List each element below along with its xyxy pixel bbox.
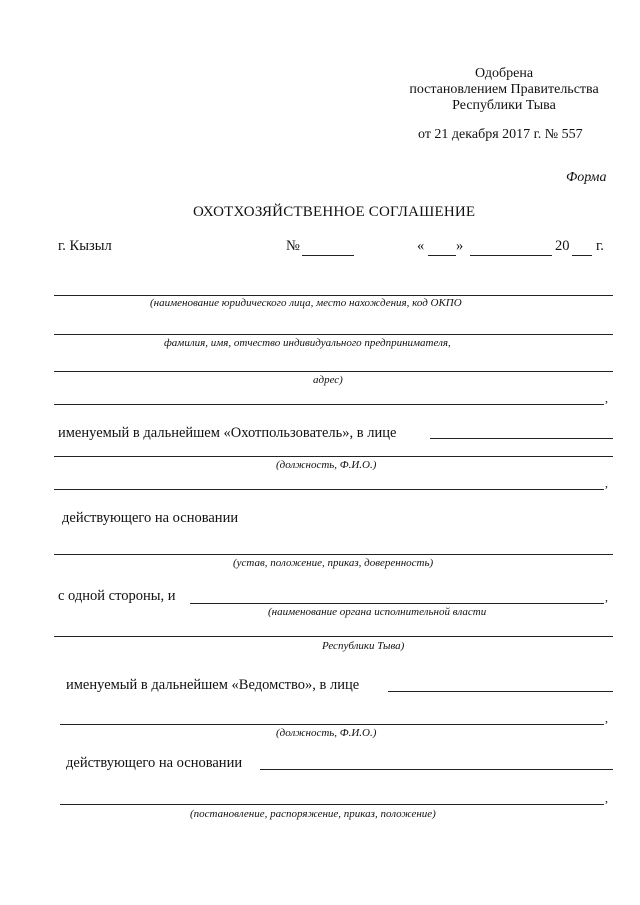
agency-basis-field[interactable] — [260, 769, 613, 770]
authority-republic-caption: Республики Тыва) — [322, 640, 405, 652]
agreement-number-field[interactable] — [302, 255, 354, 256]
entity-continuation-field[interactable] — [54, 404, 604, 405]
individual-caption: фамилия, имя, отчество индивидуального предпринимателя, — [164, 337, 451, 349]
form-label: Форма — [566, 170, 607, 185]
number-sign: № — [286, 238, 300, 254]
basis-caption-1: (устав, положение, приказ, доверенность) — [233, 557, 434, 569]
comma-3: , — [605, 590, 608, 604]
agency-basis-continuation-field[interactable] — [60, 804, 604, 805]
acting-basis-text-2: действующего на основании — [66, 755, 243, 771]
quote-open: « — [417, 238, 425, 254]
day-field[interactable] — [428, 255, 456, 256]
approval-stamp — [398, 66, 610, 114]
hunter-position-field[interactable] — [54, 456, 613, 457]
agency-representative-field[interactable] — [388, 691, 613, 692]
address-caption: адрес) — [313, 374, 343, 386]
city-label: г. Кызыл — [58, 238, 112, 254]
comma-2: , — [605, 476, 608, 490]
authority-name-caption: (наименование органа исполнительной власти — [268, 606, 487, 618]
hunter-representative-field[interactable] — [430, 438, 613, 439]
document-title: ОХОТХОЗЯЙСТВЕННОЕ СОГЛАШЕНИЕ — [193, 204, 476, 220]
comma-5: , — [605, 791, 608, 805]
agency-position-field[interactable] — [60, 724, 604, 725]
hunter-basis-field[interactable] — [54, 554, 613, 555]
authority-name-field[interactable] — [190, 603, 604, 604]
one-side-text: с одной стороны, и — [58, 588, 176, 604]
resolution-date-number: от 21 декабря 2017 г. № 557 — [418, 127, 583, 142]
approved-label: Одобрена — [474, 66, 534, 81]
month-field[interactable] — [470, 255, 552, 256]
authority-continuation-field[interactable] — [54, 636, 613, 637]
agency-named-text: именуемый в дальнейшем «Ведомство», в лице — [66, 677, 360, 693]
individual-field[interactable] — [54, 334, 613, 335]
resolution-label: постановлением Правительства — [409, 82, 599, 97]
hunter-named-text: именуемый в дальнейшем «Охотпользователь», в лице — [58, 425, 397, 441]
position-fio-caption-1: (должность, Ф.И.О.) — [276, 459, 377, 471]
acting-basis-text-1: действующего на основании — [62, 510, 239, 526]
year-prefix: 20 — [555, 238, 570, 254]
legal-entity-field[interactable] — [54, 295, 613, 296]
address-field[interactable] — [54, 371, 613, 372]
comma-1: , — [605, 391, 608, 405]
year-suffix: г. — [596, 238, 604, 254]
republic-label: Республики Тыва — [452, 98, 556, 113]
quote-close: » — [456, 238, 464, 254]
legal-entity-caption: (наименование юридического лица, место нахождения, код ОКПО — [150, 297, 462, 309]
position-fio-caption-2: (должность, Ф.И.О.) — [276, 727, 377, 739]
basis-caption-2: (постановление, распоряжение, приказ, положение) — [190, 808, 436, 820]
comma-4: , — [605, 711, 608, 725]
year-field[interactable] — [572, 255, 592, 256]
hunter-continuation-field[interactable] — [54, 489, 604, 490]
